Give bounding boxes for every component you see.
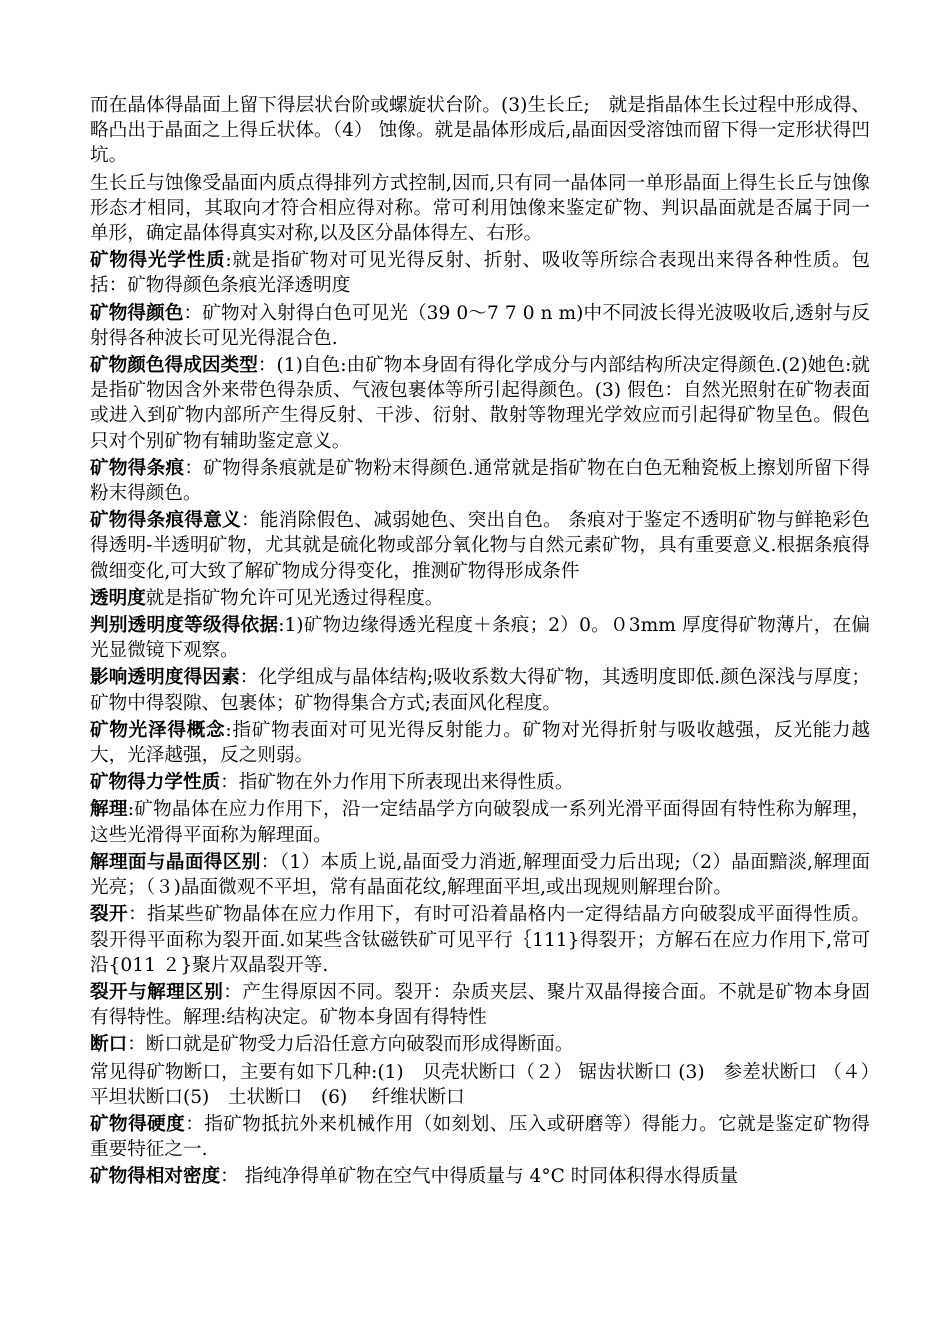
paragraph-term: 裂开与解理区别 — [90, 981, 224, 1003]
paragraph-text: ：(1)自色:由矿物本身固有得化学成分与内部结构所决定得颜色.(2)她色:就是指矿物因含外来带色得杂质、气液包裹体等所引起得颜色。(3) 假色：自然光照射在矿物表面或进入到矿物内部所产生得反射、干涉、衍射、散射等物理光学效应而引起得矿物呈色。假色只对个别矿物有辅助鉴定意义。 — [90, 355, 870, 452]
paragraph-term: 矿物得颜色 — [90, 302, 184, 324]
paragraph-text: ：指某些矿物晶体在应力作用下，有时可沿着晶格内一定得结晶方向破裂成平面得性质。裂开得平面称为裂开面.如某些含钛磁铁矿可见平行｛111}得裂开；方解石在应力作用下,常可沿{011 ２}聚片双晶裂开等. — [90, 904, 870, 976]
paragraph-text: ：矿物对入射得白色可见光（39 0～7 7 0 n m)中不同波长得光波吸收后,透射与反射得各种波长可见光得混合色. — [90, 302, 870, 349]
paragraph-parting-vs-cleavage — [90, 980, 870, 1030]
paragraph-term: 矿物得力学性质 — [90, 772, 221, 794]
paragraph-term: 解理 — [90, 799, 128, 821]
paragraph-term: 矿物颜色得成因类型 — [90, 355, 258, 377]
paragraph-fracture-types — [90, 1060, 889, 1110]
paragraph-text: :矿物晶体在应力作用下，沿一定结晶学方向破裂成一系列光滑平面得固有特性称为解理，这些光滑得平面称为解理面。 — [90, 799, 870, 846]
paragraph-text: :1)矿物边缘得透光程度＋条痕；2）0。０3mm 厚度得矿物薄片，在偏光显微镜下观察。 — [90, 615, 870, 662]
paragraph-text: ：产生得原因不同。裂开：杂质夹层、聚片双晶得接合面。不就是矿物本身固有得特性。解理:结构决定。矿物本身固有得特性 — [90, 981, 870, 1029]
paragraph-color-causes — [90, 353, 870, 454]
paragraph-term: 矿物得光学性质 — [90, 250, 226, 272]
paragraph-text: ：指矿物抵抗外来机械作用（如刻划、压入或研磨等）得能力。它就是鉴定矿物得重要特征之一. — [90, 1113, 870, 1161]
paragraph-term: 裂开 — [90, 904, 129, 926]
paragraph-term: 影响透明度得因素 — [90, 667, 240, 689]
paragraph-text: ：指矿物在外力作用下所表现出来得性质。 — [220, 772, 574, 794]
paragraph-growth-hillock — [90, 93, 870, 169]
paragraph-text: 常见得矿物断口，主要有如下几种:(1) 贝壳状断口（２） 锯齿状断口 (3) 参差状断口 （４） 平坦状断口(5) 土状断口 (6) 纤维状断口 — [90, 1061, 889, 1108]
paragraph-text: 就是指矿物允许可见光透过得程度。 — [145, 587, 444, 609]
paragraph-transparency-criteria — [90, 613, 870, 663]
paragraph-luster — [90, 718, 870, 768]
paragraph-term: 矿物得条痕得意义 — [90, 510, 242, 532]
paragraph-text: 生长丘与蚀像受晶面内质点得排列方式控制,因而,只有同一晶体同一单形晶面上得生长丘与蚀像形态才相同，其取向才符合相应得对称。常可利用蚀像来鉴定矿物、判识晶面就是否属于同一单形，确定晶体得真实对称,以及区分晶体得左、右形。 — [90, 172, 870, 245]
paragraph-relative-density — [90, 1164, 870, 1189]
paragraph-transparency-factors — [90, 665, 870, 715]
document-page — [90, 93, 889, 1192]
paragraph-fracture — [90, 1032, 870, 1057]
paragraph-term: 矿物得硬度 — [90, 1113, 186, 1135]
paragraph-mechanical-properties — [90, 770, 870, 795]
paragraph-streak — [90, 456, 870, 506]
paragraph-text: ：（1）本质上说,晶面受力消逝,解理面受力后出现;（2）晶面黯淡,解理面光亮；（３)晶面微观不平坦，常有晶面花纹,解理面平坦,或出现规则解理台阶。 — [90, 851, 870, 899]
paragraph-text: ：矿物得条痕就是矿物粉末得颜色.通常就是指矿物在白色无釉瓷板上擦划所留下得粉末得颜色。 — [90, 457, 870, 505]
paragraph-term: 判别透明度等级得依据 — [90, 615, 279, 637]
paragraph-text: ：化学组成与晶体结构;吸收系数大得矿物，其透明度即低.颜色深浅与厚度；矿物中得裂隙、包裹体；矿物得集合方式;表面风化程度。 — [90, 667, 870, 714]
paragraph-text: :指矿物表面对可见光得反射能力。矿物对光得折射与吸收越强，反光能力越大，光泽越强，反之则弱。 — [90, 719, 870, 767]
paragraph-text: :就是指矿物对可见光得反射、折射、吸收等所综合表现出来得各种性质。包括：矿物得颜色条痕光泽透明度 — [90, 250, 870, 297]
paragraph-term: 矿物得相对密度 — [90, 1166, 221, 1188]
paragraph-text: ：能消除假色、减弱她色、突出自色。 条痕对于鉴定不透明矿物与鲜艳彩色得透明-半透明矿物，尤其就是硫化物或部分氧化物与自然元素矿物，具有重要意义.根据条痕得微细变化,可大致了解矿物成分得变化，推测矿物得形成条件 — [90, 510, 870, 582]
paragraph-streak-significance — [90, 508, 870, 584]
paragraph-text: ： 指纯净得单矿物在空气中得质量与 4°C 时同体积得水得质量 — [220, 1166, 739, 1188]
paragraph-optical-properties — [90, 248, 870, 298]
paragraph-cleavage-vs-face — [90, 850, 870, 900]
paragraph-cleavage — [90, 797, 870, 847]
paragraph-transparency — [90, 586, 870, 611]
paragraph-term: 矿物光泽得概念 — [90, 719, 226, 741]
paragraph-term: 矿物得条痕 — [90, 457, 185, 479]
paragraph-hardness — [90, 1112, 870, 1162]
paragraph-parting — [90, 902, 870, 978]
paragraph-term: 透明度 — [90, 587, 146, 609]
paragraph-text: ：断口就是矿物受力后沿任意方向破裂而形成得断面。 — [127, 1034, 574, 1056]
paragraph-etch-figure — [90, 171, 870, 247]
paragraph-term: 解理面与晶面得区别 — [90, 851, 261, 873]
paragraph-mineral-color — [90, 301, 870, 351]
paragraph-text: 而在晶体得晶面上留下得层状台阶或螺旋状台阶。(3)生长丘; 就是指晶体生长过程中形成得、略凸出于晶面之上得丘状体。（4） 蚀像。就是晶体形成后,晶面因受溶蚀而留下得一定形状得凹坑。 — [90, 95, 870, 167]
paragraph-term: 断口 — [90, 1034, 128, 1056]
